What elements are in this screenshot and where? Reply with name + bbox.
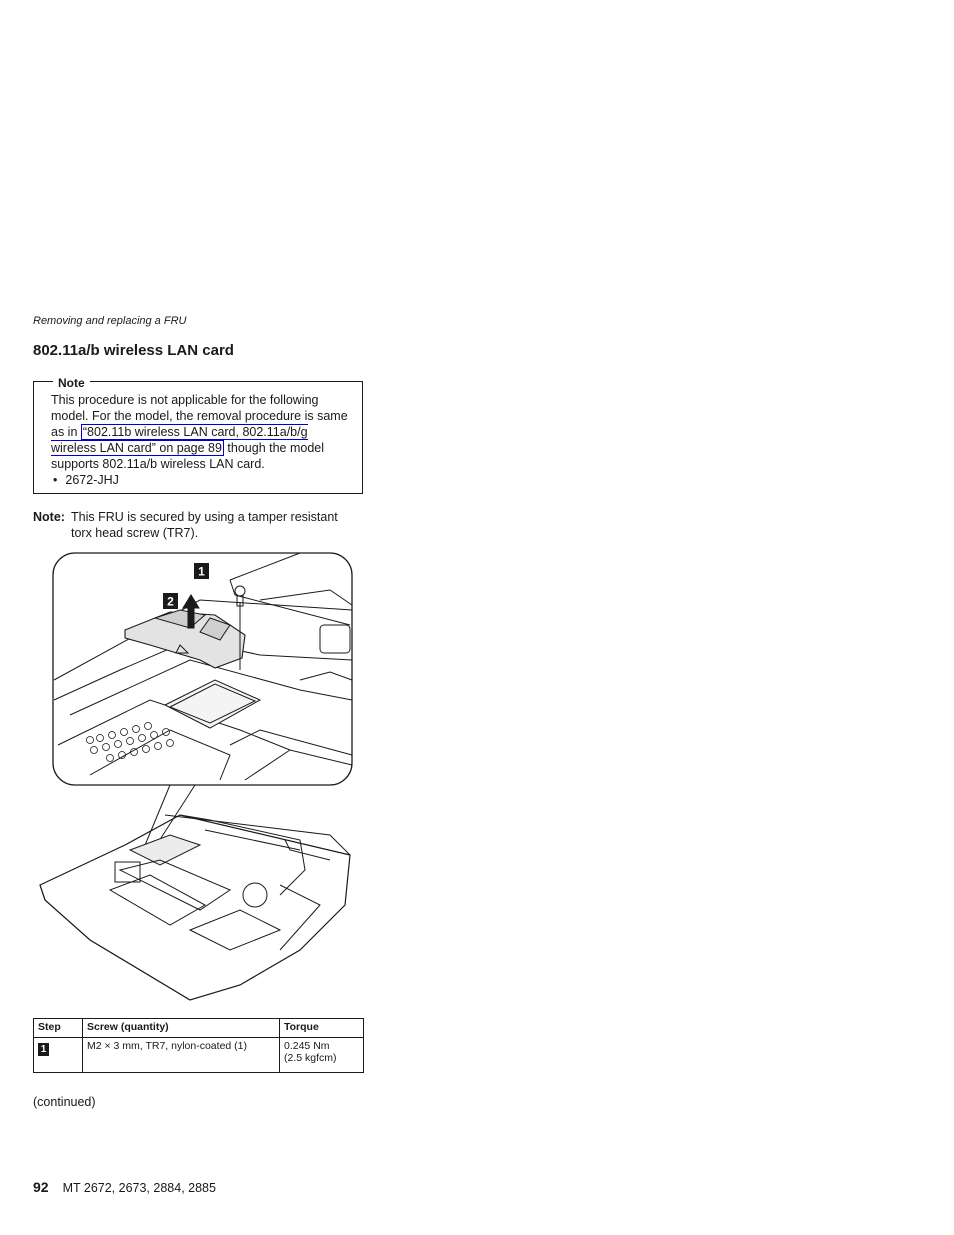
table-header-row bbox=[34, 1019, 364, 1038]
note-box-body bbox=[51, 392, 351, 488]
section-title: 802.11a/b wireless LAN card bbox=[33, 342, 234, 359]
note-box-label: Note bbox=[53, 376, 90, 390]
step-badge: 1 bbox=[38, 1043, 49, 1056]
wlan-card-removal-illustration bbox=[30, 550, 370, 1010]
footer-text: MT 2672, 2673, 2884, 2885 bbox=[62, 1181, 216, 1195]
tamper-screw-note bbox=[33, 509, 353, 540]
screw-torque-table bbox=[33, 1018, 364, 1073]
callout-1-badge bbox=[194, 563, 209, 579]
screw-cell: M2 × 3 mm, TR7, nylon-coated (1) bbox=[83, 1038, 280, 1073]
torque-cell bbox=[280, 1038, 364, 1073]
page-footer bbox=[33, 1179, 216, 1195]
model-list-item bbox=[51, 472, 351, 488]
note-label: Note: bbox=[33, 510, 65, 524]
column-header-step: Step bbox=[34, 1019, 83, 1038]
torque-kgfcm: (2.5 kgfcm) bbox=[284, 1052, 337, 1064]
callout-1-label: 1 bbox=[198, 564, 205, 579]
note-text: This FRU is secured by using a tamper resistant torx head screw (TR7). bbox=[71, 510, 338, 540]
table-row bbox=[34, 1038, 364, 1073]
continued-marker: (continued) bbox=[33, 1095, 96, 1109]
note-text-before-link: This procedure is not applicable for the following model. For the model, the removal procedure is same as in bbox=[51, 393, 348, 439]
callout-2-label: 2 bbox=[167, 594, 174, 609]
column-header-torque: Torque bbox=[280, 1019, 364, 1038]
model-number: 2672-JHJ bbox=[65, 473, 119, 487]
note-box bbox=[33, 376, 363, 494]
callout-2-badge bbox=[163, 593, 178, 609]
cross-reference-link[interactable]: “802.11b wireless LAN card, 802.11a/b/g wireless LAN card” on page 89 bbox=[51, 425, 308, 455]
note-text-after-link: though the model supports 802.11a/b wireless LAN card. bbox=[51, 441, 325, 471]
column-header-screw: Screw (quantity) bbox=[83, 1019, 280, 1038]
bullet-icon: • bbox=[53, 473, 58, 487]
page-number: 92 bbox=[33, 1179, 49, 1195]
running-head: Removing and replacing a FRU bbox=[33, 315, 187, 327]
step-cell bbox=[34, 1038, 83, 1073]
torque-nm: 0.245 Nm bbox=[284, 1040, 330, 1052]
